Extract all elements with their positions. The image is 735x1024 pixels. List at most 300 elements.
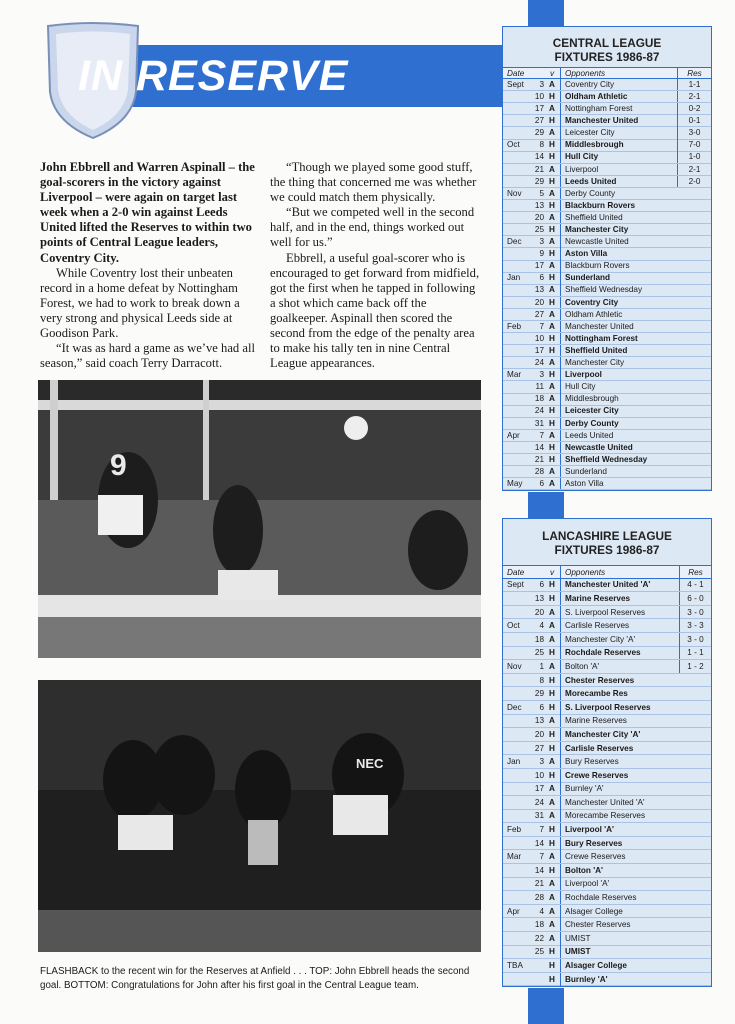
fixture-venue: A <box>549 104 555 114</box>
fixture-day: 24 <box>534 358 544 368</box>
fixture-opponent: Liverpool <box>560 369 677 381</box>
fixture-opponent: Sunderland <box>560 272 677 284</box>
fixture-day: 13 <box>534 593 544 603</box>
fixture-day: 21 <box>534 879 544 889</box>
fixture-day: 17 <box>534 784 544 794</box>
fixture-opponent: Bury Reserves <box>560 837 679 850</box>
table-row <box>503 297 711 309</box>
table-row <box>503 823 711 837</box>
fixture-opponent: Manchester City 'A' <box>560 728 679 741</box>
fixture-day: 8 <box>539 140 544 150</box>
fixture-venue: A <box>549 811 555 821</box>
fixture-opponent: Manchester United <box>560 115 677 127</box>
fixture-day: 17 <box>534 104 544 114</box>
fixture-venue: H <box>549 297 555 307</box>
fixture-day: 27 <box>534 309 544 319</box>
fixture-day: 29 <box>534 689 544 699</box>
fixture-day: 29 <box>534 128 544 138</box>
fixture-opponent: Manchester United <box>560 321 677 333</box>
fixture-month: TBA <box>507 961 523 971</box>
fixture-day: 7 <box>539 321 544 331</box>
fixture-venue: A <box>549 261 555 271</box>
photo-top-match-action <box>38 380 481 658</box>
fixture-day: 14 <box>534 838 544 848</box>
fixture-opponent: Nottingham Forest <box>560 333 677 345</box>
fixture-day: 20 <box>534 729 544 739</box>
fixture-opponent: Leeds United <box>560 176 677 188</box>
fixture-day: 22 <box>534 933 544 943</box>
fixture-venue: H <box>549 675 555 685</box>
fixture-venue: A <box>549 784 555 794</box>
table-row <box>503 769 711 783</box>
table-row <box>503 381 711 393</box>
shirt-number-text: 9 <box>110 449 127 482</box>
fixture-opponent: Rochdale Reserves <box>560 646 679 659</box>
table-row <box>503 418 711 430</box>
article-column-1 <box>40 160 260 371</box>
fixture-venue: A <box>549 933 555 943</box>
fixture-result: 2-1 <box>677 91 711 103</box>
table-row <box>503 127 711 139</box>
header-result: Res <box>679 566 711 578</box>
table-row <box>503 200 711 212</box>
fixture-month: Mar <box>507 370 522 380</box>
fixture-month: Dec <box>507 237 522 247</box>
header-date: Date <box>507 568 525 577</box>
table-row <box>503 442 711 454</box>
fixture-month: Sept <box>507 580 524 590</box>
fixture-day: 9 <box>539 249 544 259</box>
fixture-opponent: Oldham Athletic <box>560 309 677 321</box>
fixture-opponent: Bolton 'A' <box>560 660 679 673</box>
fixture-day: 24 <box>534 406 544 416</box>
fixture-day: 7 <box>539 430 544 440</box>
fixture-venue: H <box>549 865 555 875</box>
fixture-opponent: Leeds United <box>560 430 677 442</box>
fixture-opponent: Liverpool 'A' <box>560 877 679 890</box>
fixture-result: 0-1 <box>677 115 711 127</box>
fixture-opponent: Hull City <box>560 151 677 163</box>
table-row <box>503 236 711 248</box>
fixture-day: 31 <box>534 811 544 821</box>
table-row <box>503 140 711 152</box>
article-lead: John Ebbrell and Warren Aspinall – the goal-scorers in the victory against Liverpool – were again on target last week when a 2-0 win against Leeds United lifted the Reserves to within two points of Central League leaders, Coventry City. <box>40 160 255 265</box>
fixture-result: 3 - 0 <box>679 633 711 646</box>
fixture-venue: A <box>549 797 555 807</box>
fixture-venue: A <box>549 188 555 198</box>
fixture-day: 24 <box>534 797 544 807</box>
fixture-opponent: Liverpool 'A' <box>560 823 679 836</box>
fixture-day: 6 <box>539 580 544 590</box>
fixture-opponent: S. Liverpool Reserves <box>560 701 679 714</box>
fixture-opponent: Crewe Reserves <box>560 850 679 863</box>
header-venue: v <box>549 69 555 78</box>
table-row <box>503 333 711 345</box>
table-row <box>503 224 711 236</box>
fixture-month: Apr <box>507 906 520 916</box>
fixture-month: Oct <box>507 621 520 631</box>
central-league-fixtures-table <box>502 26 712 491</box>
fixture-day: 13 <box>534 285 544 295</box>
fixture-day: 4 <box>539 621 544 631</box>
table-row <box>503 878 711 892</box>
fixture-day: 5 <box>539 188 544 198</box>
fixture-opponent: Sunderland <box>560 466 677 478</box>
table-row <box>503 633 711 647</box>
fixture-opponent: Morecambe Reserves <box>560 809 679 822</box>
fixture-opponent: Alsager College <box>560 905 679 918</box>
fixture-day: 18 <box>534 920 544 930</box>
fixture-opponent: Manchester United 'A' <box>560 796 679 809</box>
fixture-day: 18 <box>534 394 544 404</box>
fixture-day: 21 <box>534 454 544 464</box>
fixture-venue: H <box>549 974 555 984</box>
table-row <box>503 946 711 960</box>
table-row <box>503 394 711 406</box>
fixture-month: Dec <box>507 702 522 712</box>
fixture-venue: A <box>549 716 555 726</box>
fixture-opponent: Sheffield Wednesday <box>560 284 677 296</box>
fixture-day: 3 <box>539 79 544 89</box>
fixture-venue: A <box>549 466 555 476</box>
fixture-venue: H <box>549 729 555 739</box>
fixture-opponent: Manchester United 'A' <box>560 578 679 591</box>
fixture-result: 4 - 1 <box>679 578 711 591</box>
table-row <box>503 674 711 688</box>
page-title: IN RESERVE <box>78 52 349 100</box>
table-row <box>503 810 711 824</box>
fixture-day: 13 <box>534 716 544 726</box>
fixture-day: 31 <box>534 418 544 428</box>
blue-strip-top <box>528 0 564 28</box>
table-row <box>503 742 711 756</box>
fixture-venue: A <box>549 309 555 319</box>
fixture-venue: A <box>549 852 555 862</box>
fixture-venue: H <box>549 743 555 753</box>
table-row <box>503 406 711 418</box>
fixture-opponent: Derby County <box>560 418 677 430</box>
fixture-opponent: Middlesbrough <box>560 393 677 405</box>
fixture-opponent: Coventry City <box>560 297 677 309</box>
fixture-venue: H <box>549 593 555 603</box>
fixture-opponent: Crewe Reserves <box>560 769 679 782</box>
table-row <box>503 248 711 260</box>
fixture-result: 3 - 0 <box>679 606 711 619</box>
fixture-day: 28 <box>534 893 544 903</box>
table-row <box>503 796 711 810</box>
table-row <box>503 212 711 224</box>
fixture-venue: A <box>549 430 555 440</box>
fixture-venue: H <box>549 838 555 848</box>
fixture-day: 11 <box>535 382 544 392</box>
fixture-venue: H <box>549 947 555 957</box>
fixture-venue: A <box>549 478 555 488</box>
shirt-sponsor-text: NEC <box>356 756 384 771</box>
fixture-venue: A <box>549 906 555 916</box>
fixture-month: Feb <box>507 321 522 331</box>
fixture-venue: A <box>549 237 555 247</box>
table-row <box>503 647 711 661</box>
table-body <box>503 579 711 987</box>
fixture-result: 1-1 <box>677 79 711 91</box>
fixture-month: Oct <box>507 140 520 150</box>
fixture-month: Nov <box>507 188 522 198</box>
fixture-opponent: UMIST <box>560 932 679 945</box>
fixture-venue: A <box>549 757 555 767</box>
fixture-venue: H <box>549 442 555 452</box>
fixture-venue: A <box>549 164 555 174</box>
table-row <box>503 91 711 103</box>
fixture-opponent: Marine Reserves <box>560 592 679 605</box>
fixture-day: 7 <box>539 825 544 835</box>
fixture-opponent: Carlisle Reserves <box>560 619 679 632</box>
fixture-opponent: Blackburn Rovers <box>560 260 677 272</box>
fixture-venue: H <box>549 200 555 210</box>
fixture-opponent: Chester Reserves <box>560 918 679 931</box>
fixture-opponent: Marine Reserves <box>560 714 679 727</box>
table-row <box>503 188 711 200</box>
table-row <box>503 619 711 633</box>
fixture-venue: H <box>549 418 555 428</box>
table-row <box>503 261 711 273</box>
fixture-day: 17 <box>534 345 544 355</box>
fixture-opponent: Aston Villa <box>560 248 677 260</box>
fixture-venue: A <box>549 634 555 644</box>
fixture-day: 25 <box>534 947 544 957</box>
table-row <box>503 701 711 715</box>
header-opponents: Opponents <box>560 566 679 578</box>
fixture-venue: A <box>549 893 555 903</box>
fixture-day: 3 <box>539 237 544 247</box>
header-venue: v <box>549 568 555 577</box>
fixture-opponent: Burnley 'A' <box>560 782 679 795</box>
fixture-day: 14 <box>534 152 544 162</box>
table-row <box>503 152 711 164</box>
fixture-result: 0-2 <box>677 103 711 115</box>
fixture-day: 13 <box>534 200 544 210</box>
fixture-opponent: Morecambe Res <box>560 687 679 700</box>
fixture-day: 20 <box>534 212 544 222</box>
table-row <box>503 103 711 115</box>
table-row <box>503 660 711 674</box>
fixture-venue: H <box>549 225 555 235</box>
table-row <box>503 850 711 864</box>
fixture-venue: A <box>549 920 555 930</box>
table-header-row <box>503 67 711 79</box>
fixture-venue: H <box>549 370 555 380</box>
fixture-opponent: S. Liverpool Reserves <box>560 606 679 619</box>
fixture-opponent: Burnley 'A' <box>560 973 679 986</box>
fixture-day: 17 <box>534 261 544 271</box>
fixture-result: 3 - 3 <box>679 619 711 632</box>
fixture-opponent: Alsager College <box>560 959 679 972</box>
fixture-day: 14 <box>534 865 544 875</box>
header-result: Res <box>677 68 711 78</box>
fixture-venue: H <box>549 406 555 416</box>
fixture-opponent: Manchester City <box>560 224 677 236</box>
article-paragraph: While Coventry lost their unbeaten record in a home defeat by Nottingham Forest, we had to work to break down a very strong and physical Leeds side at Goodison Park. <box>40 265 240 341</box>
fixture-day: 18 <box>534 634 544 644</box>
photo-caption: FLASHBACK to the recent win for the Reserves at Anfield . . . TOP: John Ebbrell heads the second goal. BOTTOM: Congratulations for John after his first goal in the Central League team. <box>40 966 470 991</box>
fixture-result: 1-0 <box>677 151 711 163</box>
fixture-opponent: Aston Villa <box>560 478 677 490</box>
table-row <box>503 918 711 932</box>
fixture-venue: H <box>549 333 555 343</box>
fixture-month: Sept <box>507 79 524 89</box>
fixture-day: 6 <box>539 273 544 283</box>
fixture-venue: H <box>549 689 555 699</box>
fixture-day: 4 <box>539 906 544 916</box>
fixture-result: 1 - 1 <box>679 646 711 659</box>
fixture-venue: H <box>549 702 555 712</box>
table-row <box>503 321 711 333</box>
table-row <box>503 176 711 188</box>
fixture-opponent: Newcastle United <box>560 442 677 454</box>
fixture-day: 1 <box>539 661 544 671</box>
fixture-result: 2-1 <box>677 164 711 176</box>
table-row <box>503 273 711 285</box>
table-row <box>503 606 711 620</box>
fixture-day: 3 <box>539 370 544 380</box>
fixture-day: 25 <box>534 648 544 658</box>
table-row <box>503 345 711 357</box>
fixture-opponent: Liverpool <box>560 164 677 176</box>
fixture-opponent: Middlesbrough <box>560 139 677 151</box>
fixture-day: 20 <box>534 607 544 617</box>
fixture-day: 6 <box>539 702 544 712</box>
fixture-result: 6 - 0 <box>679 592 711 605</box>
fixture-opponent: Leicester City <box>560 405 677 417</box>
blue-strip-middle <box>528 492 564 520</box>
fixture-venue: A <box>549 394 555 404</box>
table-row <box>503 79 711 91</box>
fixture-result: 3-0 <box>677 127 711 139</box>
fixture-day: 29 <box>534 176 544 186</box>
fixture-opponent: Derby County <box>560 188 677 200</box>
fixture-venue: A <box>549 661 555 671</box>
fixture-venue: A <box>549 879 555 889</box>
fixture-opponent: Sheffield United <box>560 212 677 224</box>
table-row <box>503 783 711 797</box>
fixture-month: Nov <box>507 661 522 671</box>
fixture-opponent: Manchester City <box>560 357 677 369</box>
table-row <box>503 454 711 466</box>
fixture-opponent: Chester Reserves <box>560 674 679 687</box>
fixture-opponent: Sheffield United <box>560 345 677 357</box>
table-row <box>503 579 711 593</box>
article-paragraph: “It was as hard a game as we’ve had all season,” said coach Terry Darracott. <box>40 341 255 371</box>
fixture-day: 27 <box>534 743 544 753</box>
fixture-opponent: Blackburn Rovers <box>560 200 677 212</box>
fixture-opponent: UMIST <box>560 945 679 958</box>
fixture-opponent: Newcastle United <box>560 236 677 248</box>
fixture-venue: H <box>549 580 555 590</box>
table-row <box>503 164 711 176</box>
fixture-venue: A <box>549 212 555 222</box>
fixture-month: Jan <box>507 273 521 283</box>
lancashire-league-fixtures-table <box>502 518 712 987</box>
fixture-venue: A <box>549 79 555 89</box>
fixture-venue: A <box>549 382 555 392</box>
table-row <box>503 592 711 606</box>
fixture-month: May <box>507 478 523 488</box>
fixture-venue: H <box>549 825 555 835</box>
fixture-venue: A <box>549 358 555 368</box>
table-row <box>503 932 711 946</box>
fixture-opponent: Leicester City <box>560 127 677 139</box>
fixture-day: 21 <box>534 164 544 174</box>
table-row <box>503 715 711 729</box>
table-row <box>503 755 711 769</box>
fixture-opponent: Rochdale Reserves <box>560 891 679 904</box>
fixture-result: 1 - 2 <box>679 660 711 673</box>
fixture-result: 7-0 <box>677 139 711 151</box>
fixture-venue: A <box>549 621 555 631</box>
fixture-day: 10 <box>534 333 544 343</box>
fixture-venue: H <box>549 454 555 464</box>
table-row <box>503 959 711 973</box>
fixture-opponent: Sheffield Wednesday <box>560 454 677 466</box>
fixture-day: 10 <box>534 91 544 101</box>
fixture-day: 8 <box>539 675 544 685</box>
fixture-opponent: Manchester City 'A' <box>560 633 679 646</box>
fixture-venue: H <box>549 152 555 162</box>
fixture-day: 20 <box>534 297 544 307</box>
fixture-month: Apr <box>507 430 520 440</box>
fixture-month: Mar <box>507 852 522 862</box>
fixture-opponent: Carlisle Reserves <box>560 742 679 755</box>
table-body <box>503 79 711 490</box>
fixture-opponent: Bolton 'A' <box>560 864 679 877</box>
fixture-day: 10 <box>534 770 544 780</box>
table-row <box>503 864 711 878</box>
fixture-opponent: Hull City <box>560 381 677 393</box>
fixture-day: 7 <box>539 852 544 862</box>
table-row <box>503 309 711 321</box>
fixture-venue: H <box>549 273 555 283</box>
table-title: CENTRAL LEAGUE FIXTURES 1986-87 <box>552 36 662 64</box>
fixture-day: 14 <box>534 442 544 452</box>
fixture-venue: H <box>549 176 555 186</box>
fixture-venue: H <box>549 648 555 658</box>
table-row <box>503 369 711 381</box>
fixture-day: 28 <box>534 466 544 476</box>
table-header-row <box>503 565 711 579</box>
fixture-venue: A <box>549 285 555 295</box>
fixture-month: Feb <box>507 825 522 835</box>
fixture-day: 27 <box>534 116 544 126</box>
fixture-venue: A <box>549 321 555 331</box>
header-date: Date <box>507 69 525 78</box>
table-row <box>503 285 711 297</box>
table-row <box>503 973 711 987</box>
fixture-month: Jan <box>507 757 521 767</box>
photo-bottom-celebration <box>38 680 481 952</box>
table-row <box>503 687 711 701</box>
blue-strip-bottom <box>528 988 564 1024</box>
fixture-venue: H <box>549 345 555 355</box>
table-row <box>503 478 711 490</box>
fixture-venue: H <box>549 249 555 259</box>
fixture-day: 3 <box>539 757 544 767</box>
fixture-opponent: Bury Reserves <box>560 755 679 768</box>
fixture-venue: H <box>549 961 555 971</box>
table-row <box>503 837 711 851</box>
fixture-opponent: Coventry City <box>560 79 677 91</box>
table-row <box>503 905 711 919</box>
fixture-day: 25 <box>534 225 544 235</box>
fixture-opponent: Oldham Athletic <box>560 91 677 103</box>
